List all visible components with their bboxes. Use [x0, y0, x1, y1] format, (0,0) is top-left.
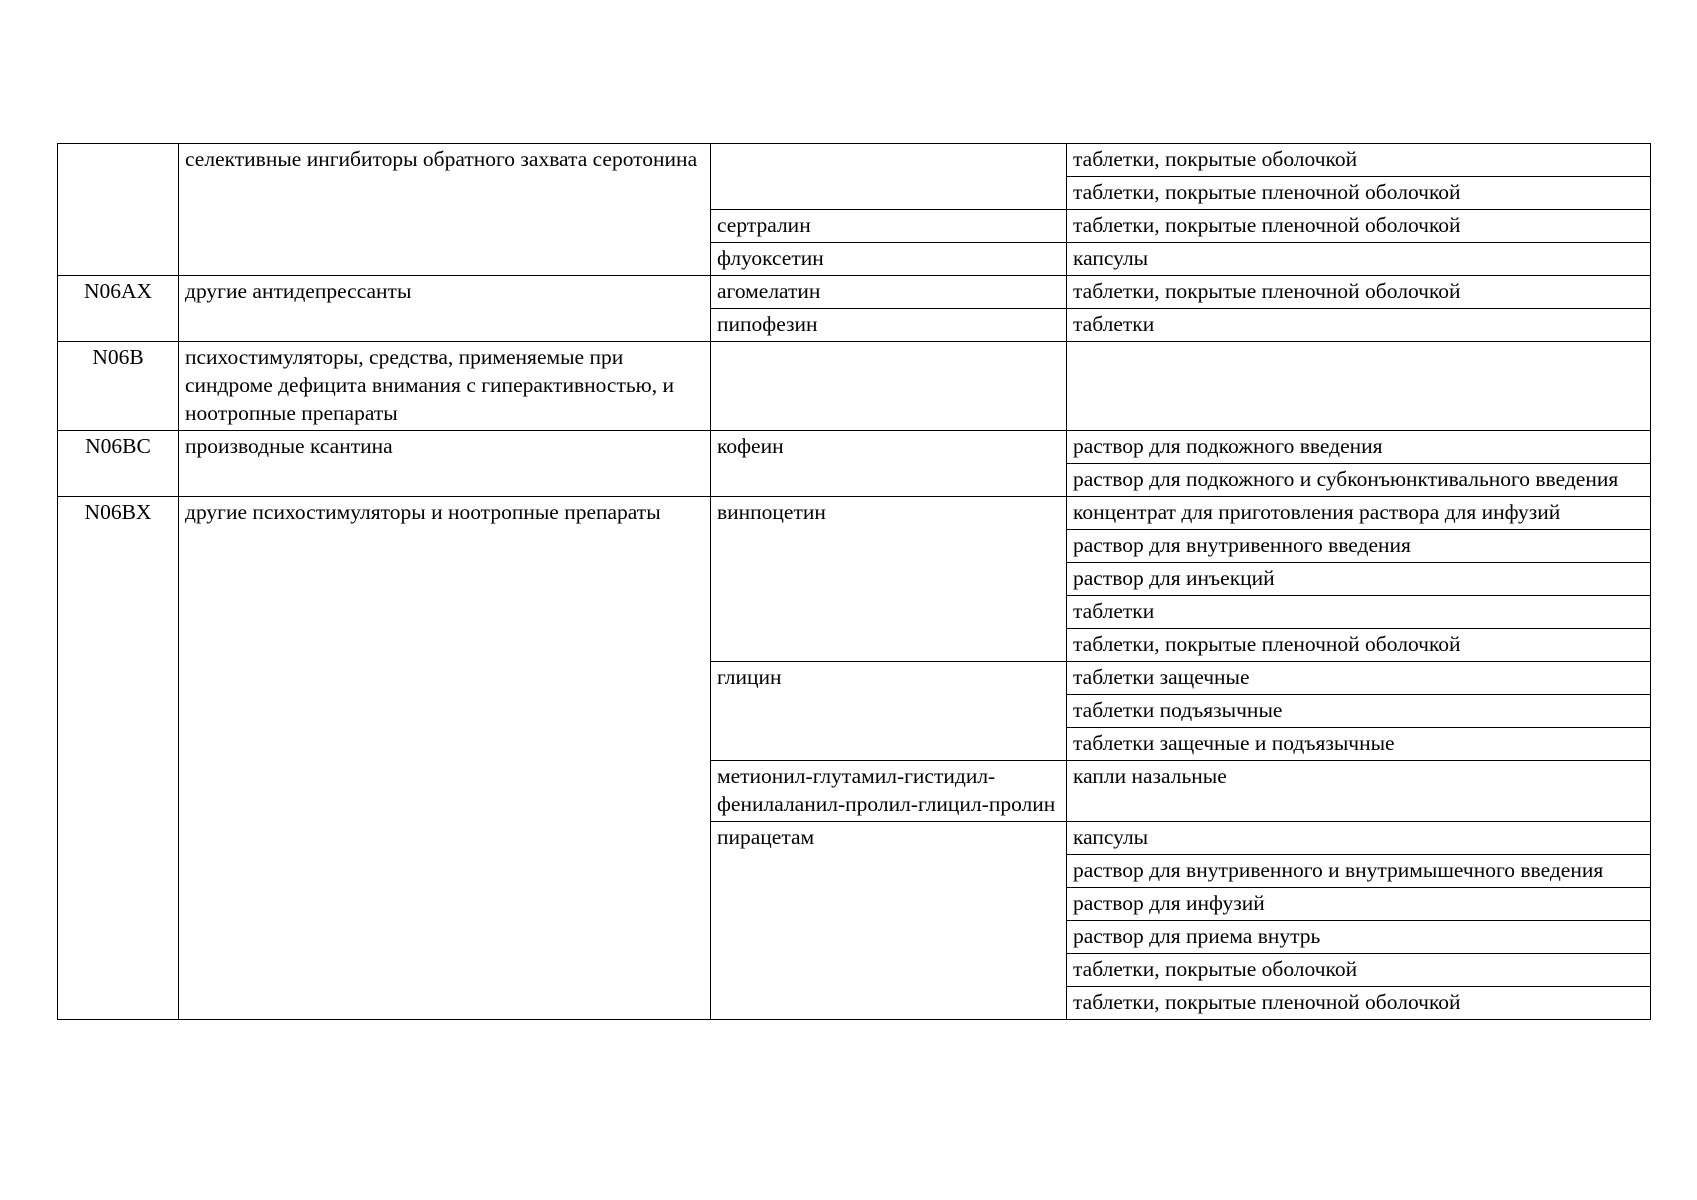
drug-name-cell — [711, 342, 1067, 431]
atc-code-cell: N06BX — [58, 497, 179, 1020]
dosage-form-cell: капли назальные — [1067, 761, 1651, 822]
drug-name-cell: сертралин — [711, 210, 1067, 243]
drug-name-cell: пипофезин — [711, 309, 1067, 342]
dosage-form-cell: раствор для подкожного введения — [1067, 431, 1651, 464]
table-body — [58, 144, 1651, 1020]
dosage-form-cell: таблетки, покрытые пленочной оболочкой — [1067, 210, 1651, 243]
dosage-form-cell: таблетки, покрытые пленочной оболочкой — [1067, 177, 1651, 210]
dosage-form-cell — [1067, 342, 1651, 431]
dosage-form-cell: таблетки подъязычные — [1067, 695, 1651, 728]
dosage-form-cell: таблетки, покрытые пленочной оболочкой — [1067, 276, 1651, 309]
drug-name-cell — [711, 144, 1067, 210]
drug-list-table — [57, 143, 1651, 1020]
drug-name-cell: пирацетам — [711, 822, 1067, 1020]
dosage-form-cell: капсулы — [1067, 822, 1651, 855]
drug-name-cell: агомелатин — [711, 276, 1067, 309]
group-name-cell: другие антидепрессанты — [179, 276, 711, 342]
dosage-form-cell: раствор для внутривенного введения — [1067, 530, 1651, 563]
dosage-form-cell: капсулы — [1067, 243, 1651, 276]
dosage-form-cell: таблетки, покрытые оболочкой — [1067, 954, 1651, 987]
table-row — [58, 342, 1651, 431]
atc-code-cell: N06BC — [58, 431, 179, 497]
dosage-form-cell: раствор для подкожного и субконъюнктивального введения — [1067, 464, 1651, 497]
drug-name-cell: метионил-глутамил-гистидил-фенилаланил-пролил-глицил-пролин — [711, 761, 1067, 822]
dosage-form-cell: концентрат для приготовления раствора для инфузий — [1067, 497, 1651, 530]
dosage-form-cell: таблетки — [1067, 596, 1651, 629]
dosage-form-cell: раствор для инфузий — [1067, 888, 1651, 921]
dosage-form-cell: раствор для инъекций — [1067, 563, 1651, 596]
dosage-form-cell: таблетки защечные и подъязычные — [1067, 728, 1651, 761]
drug-name-cell: винпоцетин — [711, 497, 1067, 662]
drug-name-cell: кофеин — [711, 431, 1067, 497]
table-row — [58, 497, 1651, 530]
dosage-form-cell: таблетки — [1067, 309, 1651, 342]
dosage-form-cell: таблетки, покрытые пленочной оболочкой — [1067, 629, 1651, 662]
dosage-form-cell: таблетки, покрытые оболочкой — [1067, 144, 1651, 177]
dosage-form-cell: таблетки, покрытые пленочной оболочкой — [1067, 987, 1651, 1020]
group-name-cell: другие психостимуляторы и ноотропные препараты — [179, 497, 711, 1020]
table-row — [58, 431, 1651, 464]
group-name-cell: селективные ингибиторы обратного захвата серотонина — [179, 144, 711, 276]
group-name-cell: психостимуляторы, средства, применяемые при синдроме дефицита внимания с гиперактивностью, и ноотропные препараты — [179, 342, 711, 431]
drug-name-cell: глицин — [711, 662, 1067, 761]
table-row — [58, 276, 1651, 309]
dosage-form-cell: таблетки защечные — [1067, 662, 1651, 695]
drug-name-cell: флуоксетин — [711, 243, 1067, 276]
atc-code-cell: N06B — [58, 342, 179, 431]
atc-code-cell — [58, 144, 179, 276]
table-row — [58, 144, 1651, 177]
dosage-form-cell: раствор для приема внутрь — [1067, 921, 1651, 954]
atc-code-cell: N06AX — [58, 276, 179, 342]
group-name-cell: производные ксантина — [179, 431, 711, 497]
dosage-form-cell: раствор для внутривенного и внутримышечного введения — [1067, 855, 1651, 888]
